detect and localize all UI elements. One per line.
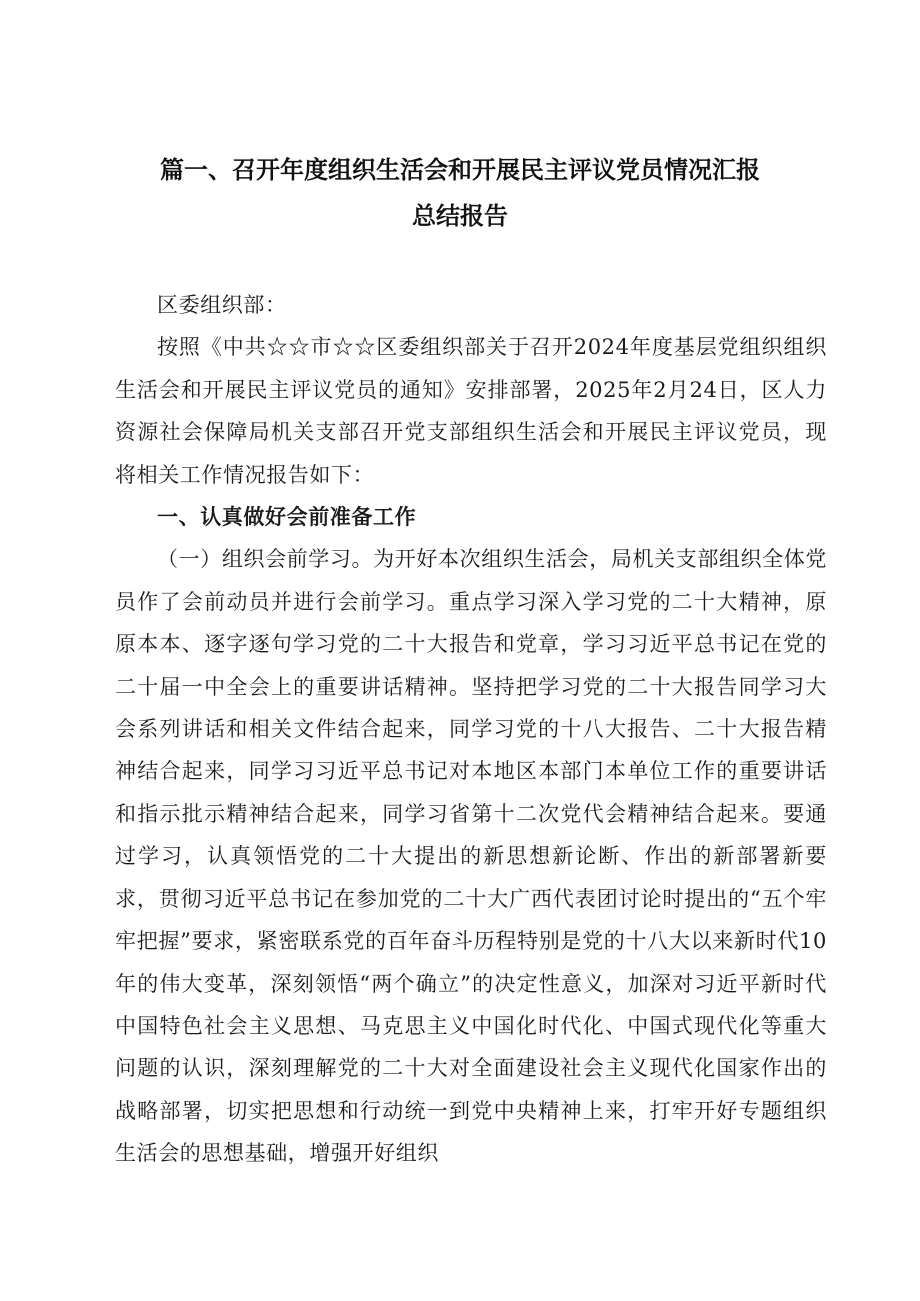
document-title-line-2: 总结报告	[412, 202, 508, 230]
section-1-paragraph-1-text: 为开好本次组织生活会，局机关支部组织全体党员作了会前动员并进行会前学习。重点学习深入学习党的二十大精神，原原本本、逐字逐句学习党的二十大报告和党章，学习习近平总书记在党的二十届一中全会上的重要讲话精神。坚持把学习党的二十大报告同学习大会系列讲话和相关文件结合起来，同学习党的十八大报告、二十大报告精神结合起来，同学习习近平总书记对本地区本部门本单位工作的重要讲话和指示批示精神结合起来，同学习省第十二次党代会精神结合起来。要通过学习，认真领悟党的二十大提出的新思想新论断、作出的新部署新要求，贯彻习近平总书记在参加党的二十大广西代表团讨论时提出的“五个牢牢把握”要求，紧密联系党的百年奋斗历程特别是党的十八大以来新时代10年的伟大变革，深刻领悟“两个确立”的决定性意义，加深对习近平新时代中国特色社会主义思想、马克思主义中国化时代化、中国式现代化等重大问题的认识，深刻理解党的二十大对全面建设社会主义现代化国家作出的战略部署，切实把思想和行动统一到党中央精神上来，打牢开好专题组织生活会的思想基础，增强开好组织	[115, 547, 827, 1166]
section-1-heading: 一、认真做好会前准备工作	[157, 505, 417, 530]
document-title-line-1: 篇一、召开年度组织生活会和开展民主评议党员情况汇报	[160, 156, 760, 184]
document-body	[115, 284, 827, 1175]
section-1-paragraph-1	[115, 538, 827, 1174]
intro-paragraph: 按照《中共☆☆市☆☆区委组织部关于召开2024年度基层党组织组织生活会和开展民主评议党员的通知》安排部署，2025年2月24日，区人力资源社会保障局机关支部召开党支部组织生活会和开展民主评议党员，现将相关工作情况报告如下：	[115, 335, 827, 487]
salutation: 区委组织部：	[157, 293, 287, 317]
section-1-subheading-label: （一）组织会前学习。	[157, 547, 374, 572]
